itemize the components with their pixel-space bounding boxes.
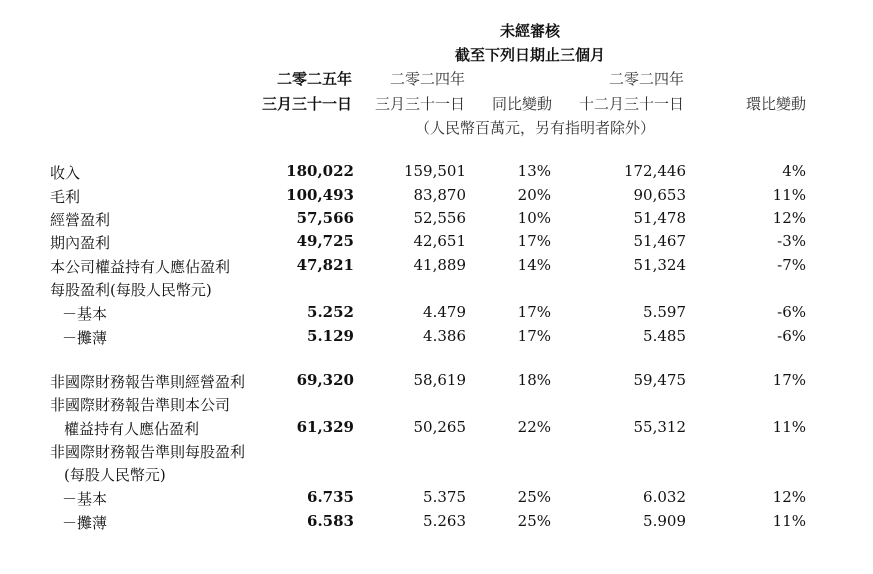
value-2024-q1: 42,651 [413,232,466,250]
row-label: (每股人民幣元) [64,466,166,484]
col1-year: 二零二五年 [276,70,352,88]
row-label: 經營盈利 [50,211,111,229]
value-2024-q1: 5.263 [423,512,466,530]
qoq-change: 11% [772,418,806,436]
value-2024-q4: 5.909 [643,512,686,530]
value-2025-q1: 61,329 [296,418,354,436]
yoy-change: 13% [517,162,551,180]
value-2025-q1: 5.252 [307,303,354,321]
header-period: 截至下列日期止三個月 [454,46,605,64]
qoq-change: -3% [777,232,806,250]
yoy-change: 25% [517,488,551,506]
value-2025-q1: 49,725 [296,232,354,250]
row-label: 收入 [50,164,81,182]
value-2025-q1: 6.583 [307,512,354,530]
row-label: 非國際財務報告準則經營盈利 [50,373,246,391]
row-label: 權益持有人應佔盈利 [64,420,200,438]
col4-date: 十二月三十一日 [578,95,684,113]
row-label: －攤薄 [62,514,108,532]
value-2025-q1: 57,566 [296,209,354,227]
qoq-change: -6% [777,303,806,321]
yoy-change: 17% [517,327,551,345]
unit-note: （人民幣百萬元，另有指明者除外） [414,119,655,137]
row-label: 每股盈利(每股人民幣元) [50,281,212,299]
value-2024-q1: 83,870 [413,186,466,204]
value-2024-q4: 6.032 [643,488,686,506]
qoq-change: -7% [777,256,806,274]
value-2024-q4: 90,653 [633,186,686,204]
value-2024-q4: 51,478 [633,209,686,227]
value-2024-q4: 5.597 [643,303,686,321]
col2-year: 二零二四年 [389,70,465,88]
value-2025-q1: 69,320 [296,371,354,389]
row-label: －基本 [62,490,108,508]
yoy-change: 17% [517,303,551,321]
value-2024-q1: 159,501 [403,162,466,180]
col2-date: 三月三十一日 [374,95,465,113]
value-2025-q1: 6.735 [307,488,354,506]
col4-year: 二零二四年 [608,70,684,88]
value-2024-q4: 5.485 [643,327,686,345]
col3-header: 同比變動 [491,95,552,113]
value-2025-q1: 5.129 [307,327,354,345]
yoy-change: 14% [517,256,551,274]
yoy-change: 20% [517,186,551,204]
qoq-change: 11% [772,186,806,204]
yoy-change: 18% [517,371,551,389]
row-label: 毛利 [50,188,81,206]
row-label: －基本 [62,305,108,323]
value-2024-q4: 55,312 [633,418,686,436]
value-2025-q1: 100,493 [286,186,354,204]
row-label: 期內盈利 [50,234,111,252]
row-label: 非國際財務報告準則每股盈利 [50,443,246,461]
qoq-change: 12% [772,209,806,227]
qoq-change: 12% [772,488,806,506]
value-2025-q1: 47,821 [296,256,354,274]
value-2024-q1: 52,556 [413,209,466,227]
value-2025-q1: 180,022 [286,162,354,180]
col5-header: 環比變動 [745,95,806,113]
yoy-change: 10% [517,209,551,227]
value-2024-q1: 4.386 [423,327,466,345]
col1-date: 三月三十一日 [261,95,352,113]
row-label: －攤薄 [62,329,108,347]
row-label: 非國際財務報告準則本公司 [50,396,231,414]
qoq-change: -6% [777,327,806,345]
value-2024-q1: 4.479 [423,303,466,321]
qoq-change: 4% [782,162,806,180]
row-label: 本公司權益持有人應佔盈利 [50,258,231,276]
value-2024-q1: 5.375 [423,488,466,506]
value-2024-q4: 59,475 [633,371,686,389]
value-2024-q4: 51,324 [633,256,686,274]
yoy-change: 25% [517,512,551,530]
qoq-change: 11% [772,512,806,530]
header-unaudited: 未經審核 [499,22,560,40]
value-2024-q1: 58,619 [413,371,466,389]
value-2024-q1: 41,889 [413,256,466,274]
value-2024-q4: 172,446 [623,162,686,180]
yoy-change: 17% [517,232,551,250]
value-2024-q4: 51,467 [633,232,686,250]
value-2024-q1: 50,265 [413,418,466,436]
qoq-change: 17% [772,371,806,389]
yoy-change: 22% [517,418,551,436]
